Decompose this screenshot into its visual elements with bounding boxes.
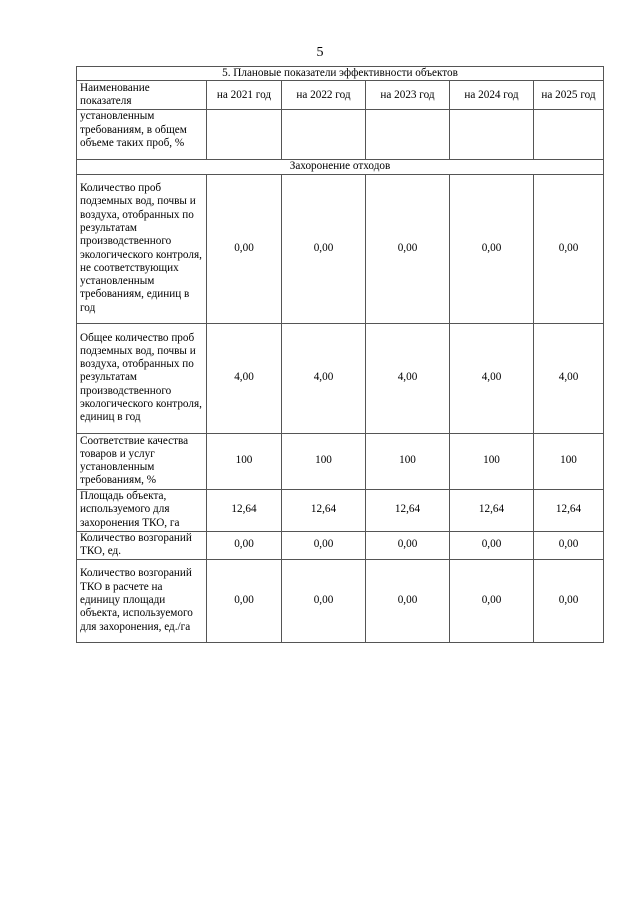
row-value [282,110,366,160]
table-title-row [77,67,604,81]
row-value: 0,00 [450,559,534,642]
row-value: 4,00 [207,323,282,433]
row-value: 12,64 [534,489,604,531]
page-number: 5 [316,45,324,60]
row-value: 0,00 [282,559,366,642]
row-value: 12,64 [282,489,366,531]
row-value: 4,00 [450,323,534,433]
table-row [77,489,604,531]
row-label: Общее количество проб подземных вод, почвы и воздуха, отобранных по результатам производственного экологического контроля, единиц в год [77,323,207,433]
row-label: установленным требованиям, в общем объеме таких проб, % [77,110,207,160]
row-value [450,110,534,160]
row-label: Соответствие качества товаров и услуг установленным требованиям, % [77,433,207,489]
table-row [77,174,604,323]
table-row [77,110,604,160]
header-year-2022: на 2022 год [282,81,366,110]
row-value: 0,00 [282,174,366,323]
row-value: 0,00 [282,531,366,559]
row-value: 0,00 [207,531,282,559]
row-value: 4,00 [366,323,450,433]
row-value: 12,64 [450,489,534,531]
row-value: 4,00 [534,323,604,433]
row-value: 0,00 [450,531,534,559]
row-label: Количество возгораний ТКО в расчете на единицу площади объекта, используемого для захоронения, ед./га [77,559,207,642]
row-value: 0,00 [207,174,282,323]
header-row [77,81,604,110]
section-title-row [77,160,604,174]
row-value: 0,00 [366,531,450,559]
row-label: Количество возгораний ТКО, ед. [77,531,207,559]
header-year-2025: на 2025 год [534,81,604,110]
table-row [77,559,604,642]
row-value: 12,64 [366,489,450,531]
performance-indicators-table [76,66,604,643]
table-row [77,531,604,559]
row-value: 100 [207,433,282,489]
row-value [534,110,604,160]
row-value: 100 [534,433,604,489]
row-value: 0,00 [534,559,604,642]
table-row [77,433,604,489]
header-year-2021: на 2021 год [207,81,282,110]
row-value: 4,00 [282,323,366,433]
section-title: Захоронение отходов [77,160,604,174]
row-label: Площадь объекта, используемого для захоронения ТКО, га [77,489,207,531]
row-value: 100 [366,433,450,489]
row-value: 0,00 [450,174,534,323]
header-year-2024: на 2024 год [450,81,534,110]
row-value: 0,00 [534,531,604,559]
row-value: 0,00 [207,559,282,642]
row-value: 100 [450,433,534,489]
row-value: 0,00 [366,174,450,323]
header-name-column: Наименование показателя [77,81,207,110]
row-value [207,110,282,160]
row-value: 0,00 [366,559,450,642]
row-value [366,110,450,160]
row-value: 0,00 [534,174,604,323]
row-label: Количество проб подземных вод, почвы и воздуха, отобранных по результатам производственного экологического контроля, не соответствующих установленным требованиям, единиц в год [77,174,207,323]
row-value: 100 [282,433,366,489]
row-value: 12,64 [207,489,282,531]
header-year-2023: на 2023 год [366,81,450,110]
table-title: 5. Плановые показатели эффективности объектов [77,67,604,81]
table-row [77,323,604,433]
